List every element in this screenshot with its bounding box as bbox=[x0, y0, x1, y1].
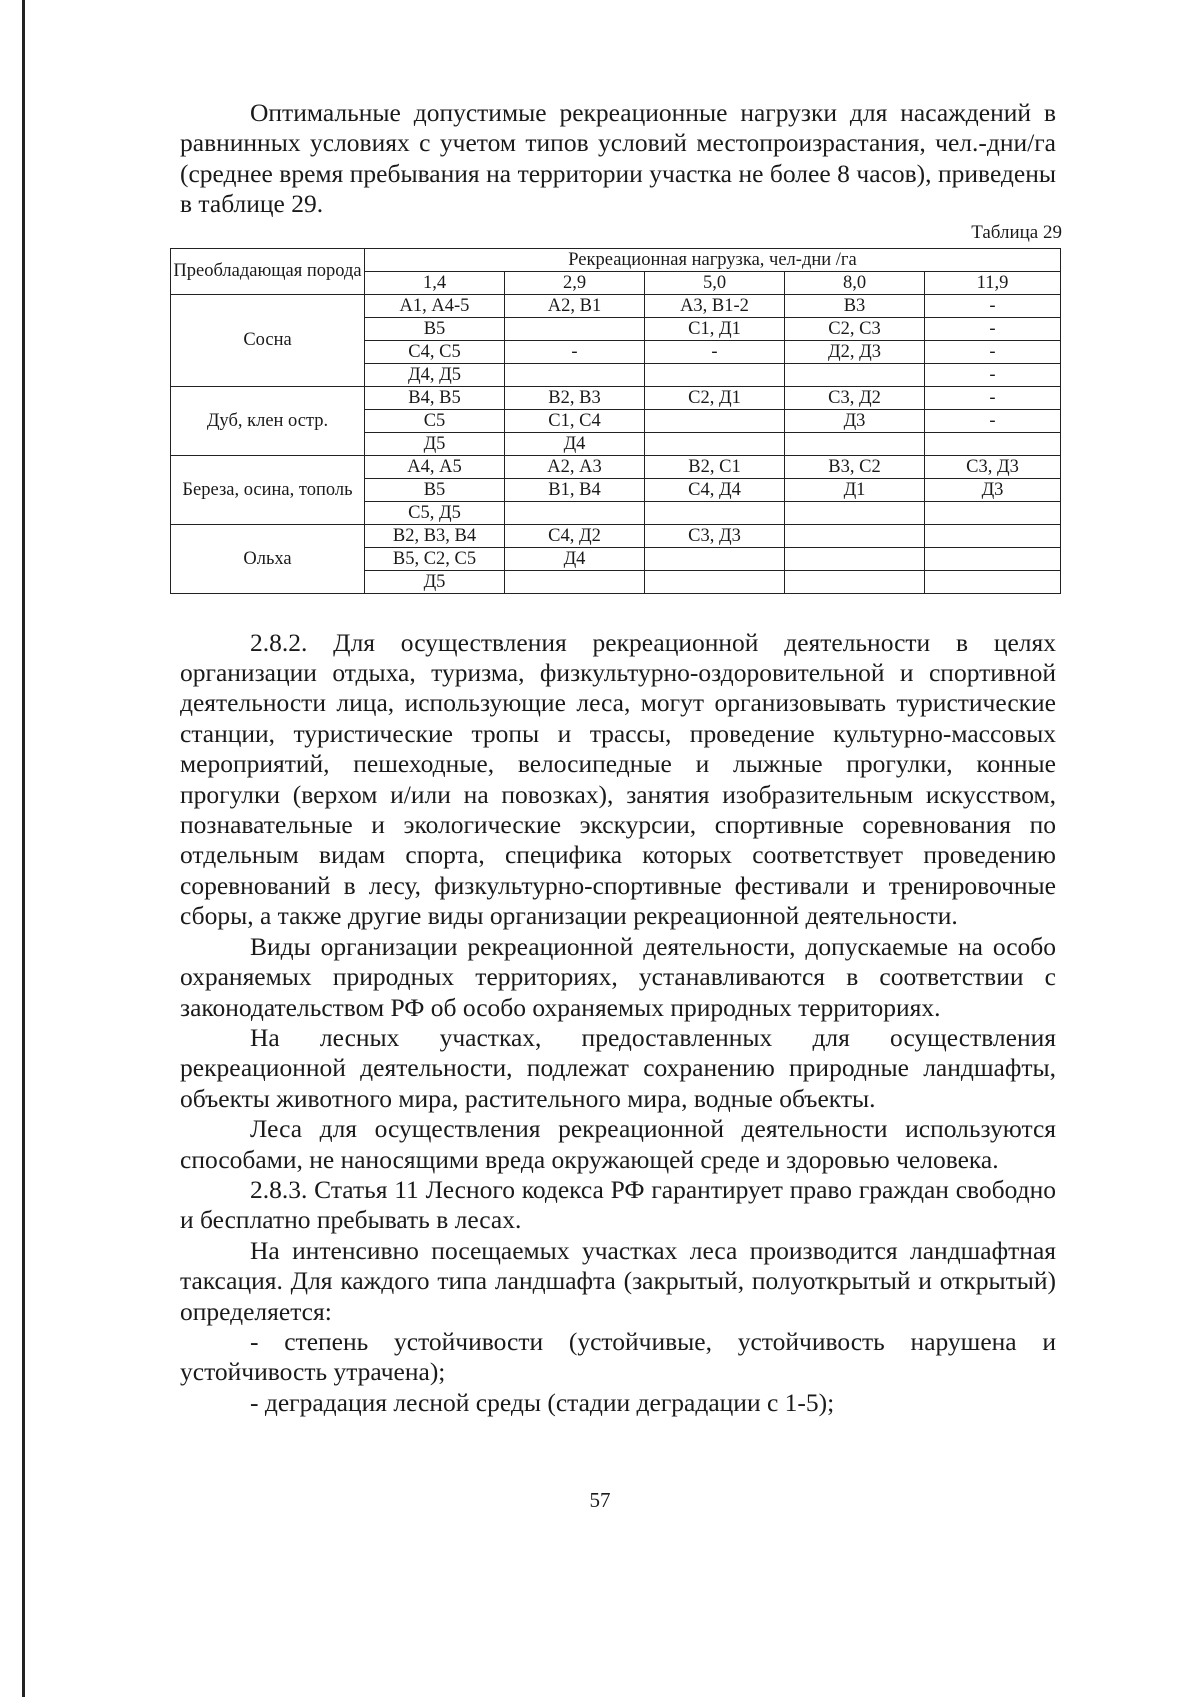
table-cell bbox=[645, 432, 785, 455]
table-cell: Д4 bbox=[505, 432, 645, 455]
table-cell: Д5 bbox=[365, 432, 505, 455]
table-cell: - bbox=[925, 386, 1061, 409]
table-cell: В2, В3 bbox=[505, 386, 645, 409]
table-cell: В3, С2 bbox=[785, 455, 925, 478]
table-cell: С3, Д3 bbox=[645, 524, 785, 547]
table-cell: С4, Д4 bbox=[645, 478, 785, 501]
table-cell: С3, Д3 bbox=[925, 455, 1061, 478]
table-cell: - bbox=[925, 340, 1061, 363]
table-cell: - bbox=[925, 294, 1061, 317]
paragraph: 2.8.3. Статья 11 Лесного кодекса РФ гарантирует право граждан свободно и бесплатно пребывать в лесах. bbox=[180, 1174, 1056, 1235]
table-cell: А2, А3 bbox=[505, 455, 645, 478]
table-cell: С1, Д1 bbox=[645, 317, 785, 340]
table-cell bbox=[925, 570, 1061, 593]
species-header: Преобладающая порода bbox=[171, 248, 365, 294]
table-cell bbox=[505, 570, 645, 593]
table-cell: В4, В5 bbox=[365, 386, 505, 409]
table-cell bbox=[645, 501, 785, 524]
table-cell bbox=[785, 432, 925, 455]
column-header: 2,9 bbox=[505, 271, 645, 294]
table-cell: В3 bbox=[785, 294, 925, 317]
table-cell: - bbox=[925, 409, 1061, 432]
table-cell: - bbox=[925, 317, 1061, 340]
table-cell: С4, Д2 bbox=[505, 524, 645, 547]
table-cell bbox=[785, 547, 925, 570]
table-cell: А4, А5 bbox=[365, 455, 505, 478]
table-cell: - bbox=[505, 340, 645, 363]
table-cell: - bbox=[645, 340, 785, 363]
column-header: 1,4 bbox=[365, 271, 505, 294]
table-cell: Д4, Д5 bbox=[365, 363, 505, 386]
table-cell bbox=[785, 501, 925, 524]
paragraph: 2.8.2. Для осуществления рекреационной деятельности в целях организации отдыха, туризма, физкультурно-оздоровительной и спортивной деятельности лица, использующие леса, могут организовывать туристические станции, туристические тропы и трассы, проведение культурно-массовых мероприятий, пешеходные, велосипедные и лыжные прогулки, конные прогулки (верхом и/или на повозках), занятия изобразительным искусством, познавательные и экологические экскурсии, спортивные соревнования по отдельным видам спорта, специфика которых соответствует проведению соревнований в лесу, физкультурно-спортивные фестивали и тренировочные сборы, а также другие виды организации рекреационной деятельности. bbox=[180, 627, 1056, 931]
table-cell bbox=[505, 363, 645, 386]
table-cell bbox=[785, 524, 925, 547]
table-cell: В5 bbox=[365, 317, 505, 340]
load-header: Рекреационная нагрузка, чел-дни /га bbox=[365, 248, 1061, 271]
paragraph: На интенсивно посещаемых участках леса производится ландшафтная таксация. Для каждого типа ландшафта (закрытый, полуоткрытый и открытый) определяется: bbox=[180, 1235, 1056, 1326]
paragraph: На лесных участках, предоставленных для осуществления рекреационной деятельности, подлежат сохранению природные ландшафты, объекты животного мира, растительного мира, водные объекты. bbox=[180, 1022, 1056, 1113]
table-cell: С1, С4 bbox=[505, 409, 645, 432]
table-cell: В2, В3, В4 bbox=[365, 524, 505, 547]
list-item: - степень устойчивости (устойчивые, устойчивость нарушена и устойчивость утрачена); bbox=[180, 1326, 1056, 1387]
scan-edge-line bbox=[22, 0, 25, 1697]
paragraph: Леса для осуществления рекреационной деятельности используются способами, не наносящими вреда окружающей среде и здоровью человека. bbox=[180, 1114, 1056, 1174]
table-cell: Д1 bbox=[785, 478, 925, 501]
table-cell: В5, С2, С5 bbox=[365, 547, 505, 570]
table-cell bbox=[645, 363, 785, 386]
table-cell bbox=[645, 547, 785, 570]
table-cell: В2, С1 bbox=[645, 455, 785, 478]
table-cell: В1, В4 bbox=[505, 478, 645, 501]
table-cell: С2, Д1 bbox=[645, 386, 785, 409]
species-cell: Ольха bbox=[171, 524, 365, 593]
table-cell: С3, Д2 bbox=[785, 386, 925, 409]
table-cell: С2, С3 bbox=[785, 317, 925, 340]
table-cell bbox=[645, 409, 785, 432]
table-cell bbox=[505, 317, 645, 340]
table-cell bbox=[785, 363, 925, 386]
table-cell bbox=[925, 501, 1061, 524]
table-cell: А3, В1-2 bbox=[645, 294, 785, 317]
table-cell: В5 bbox=[365, 478, 505, 501]
species-cell: Береза, осина, тополь bbox=[171, 455, 365, 524]
column-header: 8,0 bbox=[785, 271, 925, 294]
table-cell: С5 bbox=[365, 409, 505, 432]
table-cell: Д4 bbox=[505, 547, 645, 570]
table-cell: А2, В1 bbox=[505, 294, 645, 317]
body-text bbox=[180, 628, 1056, 1419]
column-header: 5,0 bbox=[645, 271, 785, 294]
table-cell bbox=[925, 524, 1061, 547]
species-cell: Сосна bbox=[171, 294, 365, 386]
species-cell: Дуб, клен остр. bbox=[171, 386, 365, 455]
table-caption: Таблица 29 bbox=[971, 221, 1062, 243]
table-cell bbox=[925, 432, 1061, 455]
table-cell bbox=[645, 570, 785, 593]
intro-paragraph: Оптимальные допустимые рекреационные нагрузки для насаждений в равнинных условиях с учетом типов условий местопроизрастания, чел.-дни/га (среднее время пребывания на территории участка не более 8 часов), приведены в таблице 29. bbox=[180, 98, 1056, 219]
list-item: - деградация лесной среды (стадии деградации с 1-5); bbox=[250, 1387, 835, 1417]
table-cell: Д3 bbox=[785, 409, 925, 432]
table-cell bbox=[925, 547, 1061, 570]
table-cell: Д3 bbox=[925, 478, 1061, 501]
column-header: 11,9 bbox=[925, 271, 1061, 294]
recreational-load-table bbox=[170, 248, 1061, 594]
page-number: 57 bbox=[589, 1488, 611, 1512]
document-page bbox=[173, 98, 1062, 1418]
table-cell: Д2, Д3 bbox=[785, 340, 925, 363]
table-cell bbox=[505, 501, 645, 524]
table-cell: С5, Д5 bbox=[365, 501, 505, 524]
table-cell: Д5 bbox=[365, 570, 505, 593]
table-cell bbox=[785, 570, 925, 593]
paragraph: Виды организации рекреационной деятельности, допускаемые на особо охраняемых природных территориях, устанавливаются в соответствии с законодательством РФ об особо охраняемых природных территориях. bbox=[180, 931, 1056, 1022]
table-cell: - bbox=[925, 363, 1061, 386]
table-cell: А1, А4-5 bbox=[365, 294, 505, 317]
table-cell: С4, С5 bbox=[365, 340, 505, 363]
